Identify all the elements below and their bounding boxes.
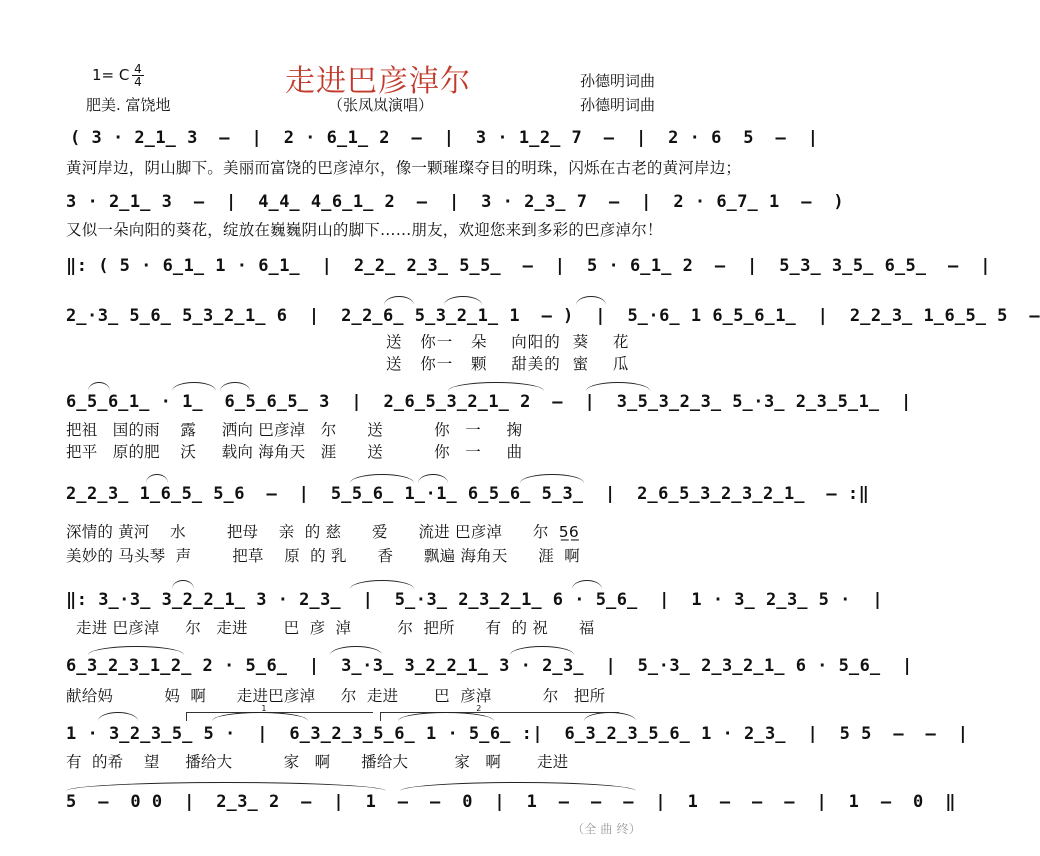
lyric-line-1: 黄河岸边，阴山脚下。美丽而富饶的巴彦淖尔，像一颗璀璨夺目的明珠，闪烁在古老的黄河岸边； — [66, 159, 742, 177]
slur — [88, 646, 184, 655]
ending-marking: （全 曲 终） — [572, 822, 642, 836]
time-signature — [132, 64, 144, 87]
slur — [220, 382, 250, 391]
slur — [448, 382, 544, 391]
slur — [520, 474, 584, 483]
slur — [384, 296, 414, 305]
slur — [66, 782, 386, 791]
notation-line-8: 6̲3̲2̲3̲1̲2̲ 2 · 5̲6̲ | 3̲·3̲ 3̲2̲2̲1̲ 3 · 2̲3̲ | 5̲·3̲ 2̲3̲2̲1̲ 6 · 5̲6̲ | — [66, 656, 913, 676]
lyric-line-5a: 把祖 国的雨 露 洒向 巴彦淖 尔 送 你 一 掬 — [66, 421, 523, 439]
lyric-line-7: 走进 巴彦淖 尔 走进 巴 彦 淖 尔 把所 有 的 祝 福 — [76, 619, 595, 637]
notation-line-6: 2̲2̲3̲ 1̲6̲5̲ 5̲6 – | 5̲5̲6̲ 1̲·1̲ 6̲5̲6̲ 5̲3̲ | 2̲6̲5̲3̲2̲3̲2̲1̲ – :‖ — [66, 484, 870, 504]
slur — [98, 712, 138, 721]
lyric-line-6a: 深情的 黄河 水 把母 亲 的 慈 爱 流进 巴彦淖 尔 5̲6̲ — [66, 523, 579, 541]
notation-line-4: 2̲·3̲ 5̲6̲ 5̲3̲2̲1̲ 6 | 2̲2̲6̲ 5̲3̲2̲1̲ 1 – ) | 5̲·6̲ 1 6̲5̲6̲1̲ | 2̲2̲3̲ 1̲6̲5̲ 5 – — [66, 306, 1040, 326]
slur — [576, 296, 606, 305]
slur — [350, 474, 414, 483]
slur — [586, 382, 650, 391]
slur — [572, 580, 602, 589]
lyric-line-8: 献给妈 妈 啊 走进巴彦淖 尔 走进 巴 彦淖 尔 把所 — [66, 687, 606, 705]
composer-credit: 孙德明词曲 — [580, 72, 656, 90]
notation-line-7: ‖: 3̲·3̲ 3̲2̲2̲1̲ 3 · 2̲3̲ | 5̲·3̲ 2̲3̲2̲1̲ 6 · 5̲6̲ | 1 · 3̲ 2̲3̲ 5 · | — [66, 590, 884, 610]
notation-line-5: 6̲5̲6̲1̲ · 1̲ 6̲5̲6̲5̲ 3 | 2̲6̲5̲3̲2̲1̲ 2 – | 3̲5̲3̲2̲3̲ 5̲·3̲ 2̲3̲5̲1̲ | — [66, 392, 912, 412]
time-bottom: 4 — [134, 75, 142, 89]
lyric-line-9: 有 的希 望 播给大 家 啊 播给大 家 啊 走进 — [66, 753, 569, 771]
slur — [418, 474, 448, 483]
lyric-line-4b: 送 你一 颗 甜美的 蜜 瓜 — [386, 355, 630, 373]
first-ending-number: 1 — [261, 704, 267, 713]
lyric-line-4a: 送 你一 朵 向阳的 葵 花 — [386, 333, 630, 351]
slur — [444, 296, 482, 305]
notation-line-9: 1 · 3̲2̲3̲5̲ 5 · | 6̲3̲2̲3̲5̲6̲ 1 · 5̲6̲ :| 6̲3̲2̲3̲5̲6̲ 1 · 2̲3̲ | 5 5 – – | — [66, 724, 969, 744]
slur — [172, 580, 194, 589]
notation-line-3: ‖: ( 5 · 6̲1̲ 1 · 6̲1̲ | 2̲2̲ 2̲3̲ 5̲5̲ – | 5 · 6̲1̲ 2 – | 5̲3̲ 3̲5̲ 6̲5̲ – | — [66, 256, 991, 276]
lyric-line-6b: 美妙的 马头琴 声 把草 原 的 乳 香 飘遍 海角天 涯 啊 — [66, 547, 580, 565]
lyric-line-2: 又似一朵向阳的葵花，绽放在巍巍阴山的脚下……朋友，欢迎您来到多彩的巴彦淖尔！ — [66, 221, 663, 239]
lyric-line-5b: 把平 原的肥 沃 载向 海角天 涯 送 你 一 曲 — [66, 443, 523, 461]
notation-line-1: ( 3 · 2̲1̲ 3 – | 2 · 6̲1̲ 2 – | 3 · 1̲2̲ 7 – | 2 · 6 5 – | — [70, 128, 819, 148]
lyricist-credit: 孙德明词曲 — [580, 96, 656, 114]
slur — [510, 646, 574, 655]
slur — [350, 580, 414, 589]
time-top: 4 — [134, 62, 142, 76]
singer-credit: （张凤岚演唱） — [328, 96, 434, 114]
notation-line-2: 3 · 2̲1̲ 3 – | 4̲4̲ 4̲6̲1̲ 2 – | 3 · 2̲3̲ 7 – | 2 · 6̲7̲ 1 – ) — [66, 192, 845, 212]
notation-line-10: 5 – 0 0 | 2̲3̲ 2 – | 1 – – 0 | 1 – – – | 1 – – – | 1 – 0 ‖ — [66, 792, 956, 812]
slur — [584, 712, 636, 721]
page-title: 走进巴彦淖尔 — [285, 64, 471, 99]
style-marking: 肥美. 富饶地 — [86, 96, 171, 114]
slur — [330, 646, 382, 655]
key-signature: 1= C — [92, 66, 130, 84]
second-ending-number: 2 — [476, 704, 482, 713]
slur — [146, 474, 168, 483]
slur — [400, 782, 636, 791]
slur — [88, 382, 110, 391]
slur — [172, 382, 216, 391]
